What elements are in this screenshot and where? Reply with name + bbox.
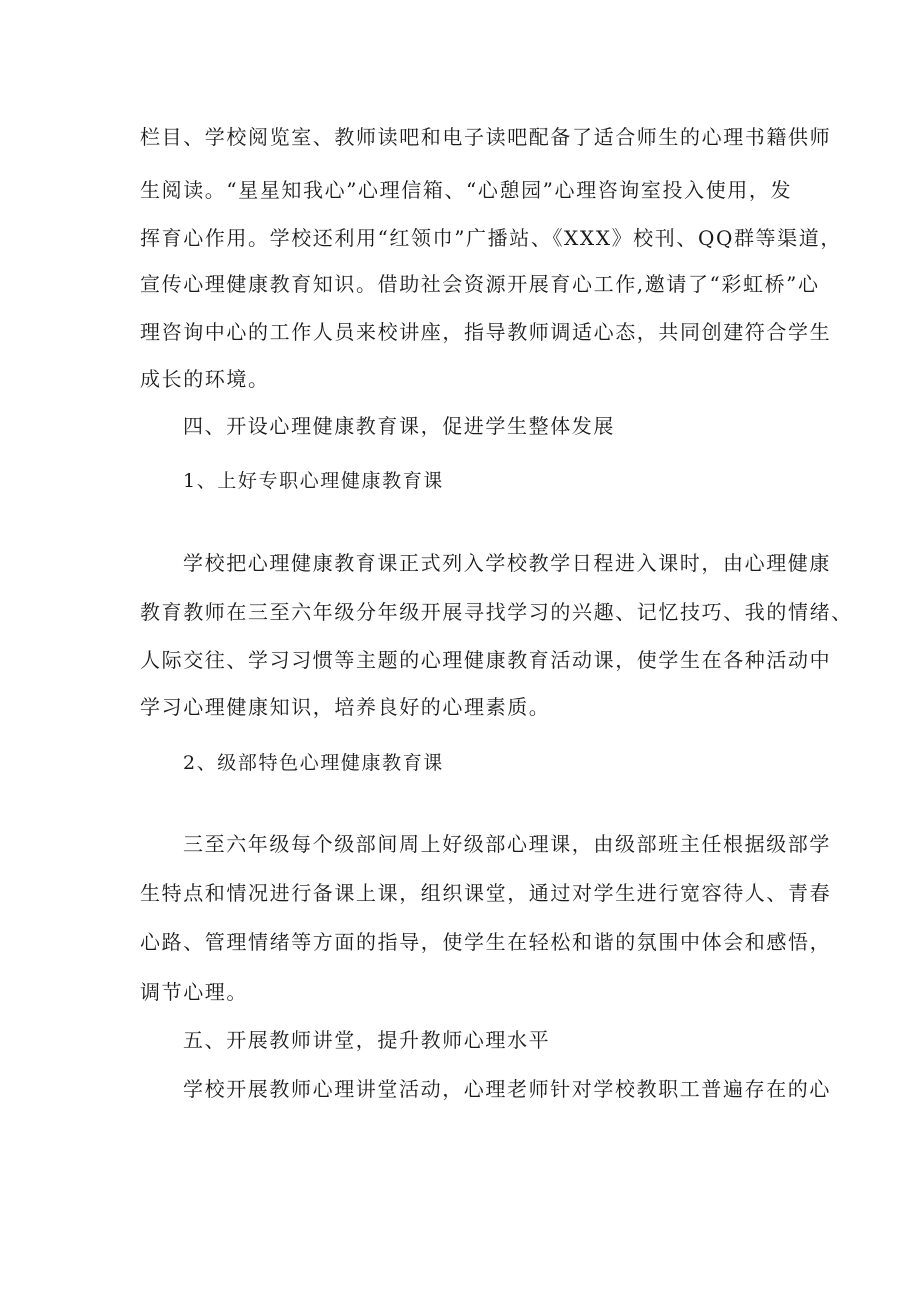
paragraph-line: 成长的环境。 (140, 367, 270, 391)
paragraph-line: 学校开展教师心理讲堂活动，心理老师针对学校教职工普遍存在的心 (183, 1077, 831, 1101)
paragraph-line: 人际交往、学习习惯等主题的心理健康教育活动课，使学生在各种活动中 (140, 648, 832, 672)
paragraph-line: 心路、管理情绪等方面的指导，使学生在轻松和谐的氛围中体会和感悟， (140, 930, 832, 954)
paragraph-line: 三至六年级每个级部间周上好级部心理课，由级部班主任根据级部学 (183, 832, 831, 856)
section-heading: 四、开设心理健康教育课，促进学生整体发展 (183, 414, 615, 438)
paragraph-line: 栏目、学校阅览室、教师读吧和电子读吧配备了适合师生的心理书籍供师 (140, 125, 832, 149)
paragraph-line: 理咨询中心的工作人员来校讲座，指导教师调适心态，共同创建符合学生 (140, 320, 832, 344)
subsection-heading: 2、级部特色心理健康教育课 (183, 752, 444, 774)
paragraph-line: 宣传心理健康教育知识。借助社会资源开展育心工作,邀请了“彩虹桥”心 (140, 272, 820, 296)
paragraph-line: 学校把心理健康教育课正式列入学校教学日程进入课时，由心理健康 (183, 551, 831, 575)
paragraph-line: 挥育心作用。学校还利用“红领巾”广播站、《XXX》校刊、QQ群等渠道， (140, 226, 842, 250)
paragraph-line: 调节心理。 (140, 980, 248, 1004)
paragraph-line: 生特点和情况进行备课上课，组织课堂，通过对学生进行宽容待人、青春 (140, 881, 832, 905)
subsection-heading: 1、上好专职心理健康教育课 (183, 470, 444, 492)
section-heading: 五、开展教师讲堂，提升教师心理水平 (183, 1028, 551, 1052)
paragraph-line: 生阅读。“星星知我心”心理信箱、“心憩园”心理咨询室投入使用，发 (140, 178, 793, 202)
paragraph-line: 学习心理健康知识，培养良好的心理素质。 (140, 695, 551, 719)
paragraph-line: 教育教师在三至六年级分年级开展寻找学习的兴趣、记忆技巧、我的情绪、 (140, 600, 853, 624)
